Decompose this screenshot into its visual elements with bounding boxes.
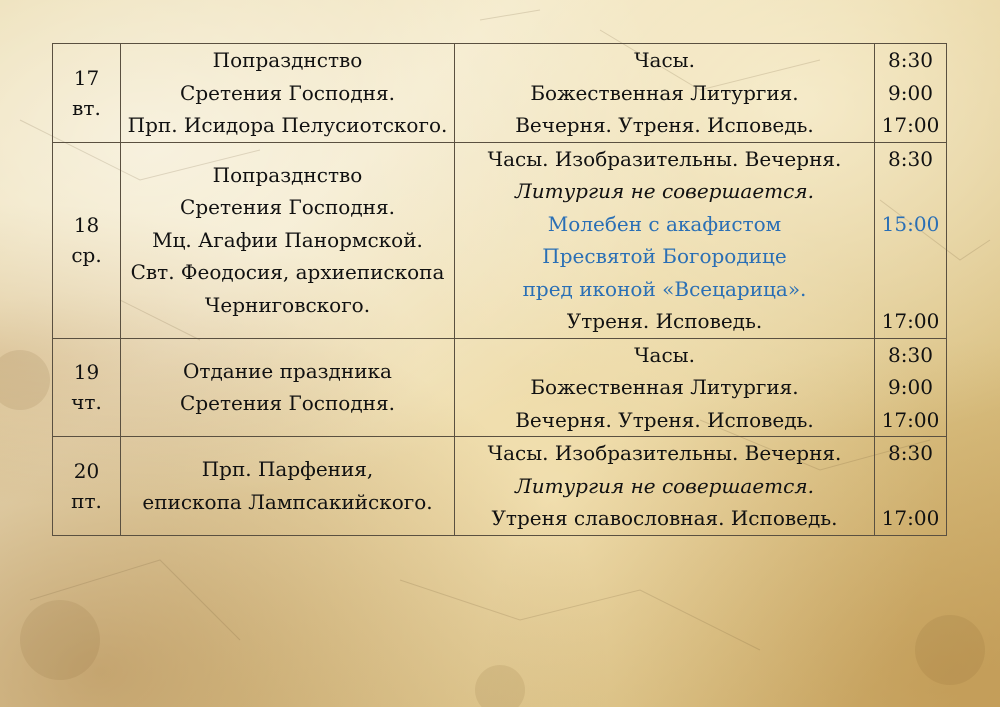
service-time: 17:00 — [881, 506, 940, 530]
weekday: ср. — [71, 243, 102, 267]
feast-cell — [121, 44, 455, 143]
service-time: 9:00 — [888, 375, 933, 399]
feast-line: Сретения Господня. — [180, 195, 395, 220]
service-time: 8:30 — [888, 441, 933, 465]
feast-line: Мц. Агафии Панормской. — [152, 227, 423, 252]
time-spacer — [875, 175, 946, 208]
feast-line: епископа Лампсакийского. — [142, 489, 433, 514]
feast-cell — [121, 437, 455, 536]
service-line: Часы. Изобразительны. Вечерня. — [487, 441, 842, 465]
service-time: 17:00 — [881, 113, 940, 137]
schedule-row-20 — [53, 437, 947, 536]
service-time: 8:30 — [888, 146, 933, 171]
service-time: 8:30 — [888, 48, 933, 72]
service-line: Божественная Литургия. — [530, 80, 799, 105]
feast-line: Сретения Господня. — [180, 80, 395, 105]
service-line: Часы. — [634, 342, 695, 367]
weekday: чт. — [71, 390, 102, 415]
feast-line: Свт. Феодосия, архиепископа — [130, 260, 445, 285]
schedule-row-18 — [53, 142, 947, 338]
service-line: Вечерня. Утреня. Исповедь. — [515, 113, 814, 137]
time-spacer — [875, 470, 946, 503]
schedule-row-17 — [53, 44, 947, 143]
feast-line: Сретения Господня. — [180, 391, 395, 416]
date-cell — [53, 338, 121, 437]
service-line: Вечерня. Утреня. Исповедь. — [515, 407, 814, 432]
service-time: 8:30 — [888, 342, 933, 367]
times-cell — [875, 142, 947, 338]
date-cell — [53, 142, 121, 338]
times-cell — [875, 44, 947, 143]
date-cell — [53, 437, 121, 536]
service-time: 9:00 — [888, 80, 933, 105]
day-number: 19 — [73, 360, 100, 385]
weekday: вт. — [72, 95, 101, 120]
services-cell — [455, 44, 875, 143]
schedule-row-19 — [53, 338, 947, 437]
day-number: 20 — [73, 458, 100, 483]
day-number: 17 — [73, 65, 100, 90]
feast-line: Прп. Исидора Пелусиотского. — [127, 113, 448, 137]
feast-cell — [121, 338, 455, 437]
weekday: пт. — [71, 488, 102, 513]
service-line: Часы. Изобразительны. Вечерня. — [487, 146, 842, 171]
schedule-body — [53, 44, 947, 536]
times-cell — [875, 338, 947, 437]
feast-line: Отдание праздника — [183, 358, 392, 383]
service-time: 17:00 — [881, 407, 940, 432]
service-line: Утреня. Исповедь. — [566, 309, 763, 333]
feast-line: Прп. Парфения, — [201, 457, 374, 482]
feast-line: Черниговского. — [204, 292, 371, 317]
service-line-note: Литургия не совершается. — [515, 179, 814, 203]
service-time: 17:00 — [881, 309, 940, 333]
service-time-highlight: 15:00 — [881, 211, 940, 236]
feast-line: Попразднство — [212, 162, 363, 187]
services-cell — [455, 437, 875, 536]
services-cell — [455, 338, 875, 437]
service-line-highlight: пред иконой «Всецарица». — [522, 276, 807, 301]
time-spacer — [875, 240, 946, 273]
feast-line: Попразднство — [212, 48, 363, 72]
service-line: Утреня славословная. Исповедь. — [491, 506, 838, 530]
service-line: Часы. — [634, 48, 695, 72]
time-spacer — [875, 273, 946, 306]
service-line-highlight: Пресвятой Богородице — [542, 244, 787, 268]
service-line: Божественная Литургия. — [530, 375, 799, 399]
service-line-note: Литургия не совершается. — [515, 473, 814, 498]
services-cell — [455, 142, 875, 338]
feast-cell — [121, 142, 455, 338]
service-schedule-table — [52, 43, 947, 536]
times-cell — [875, 437, 947, 536]
service-line-highlight: Молебен с акафистом — [547, 211, 782, 236]
day-number: 18 — [73, 213, 100, 237]
date-cell — [53, 44, 121, 143]
